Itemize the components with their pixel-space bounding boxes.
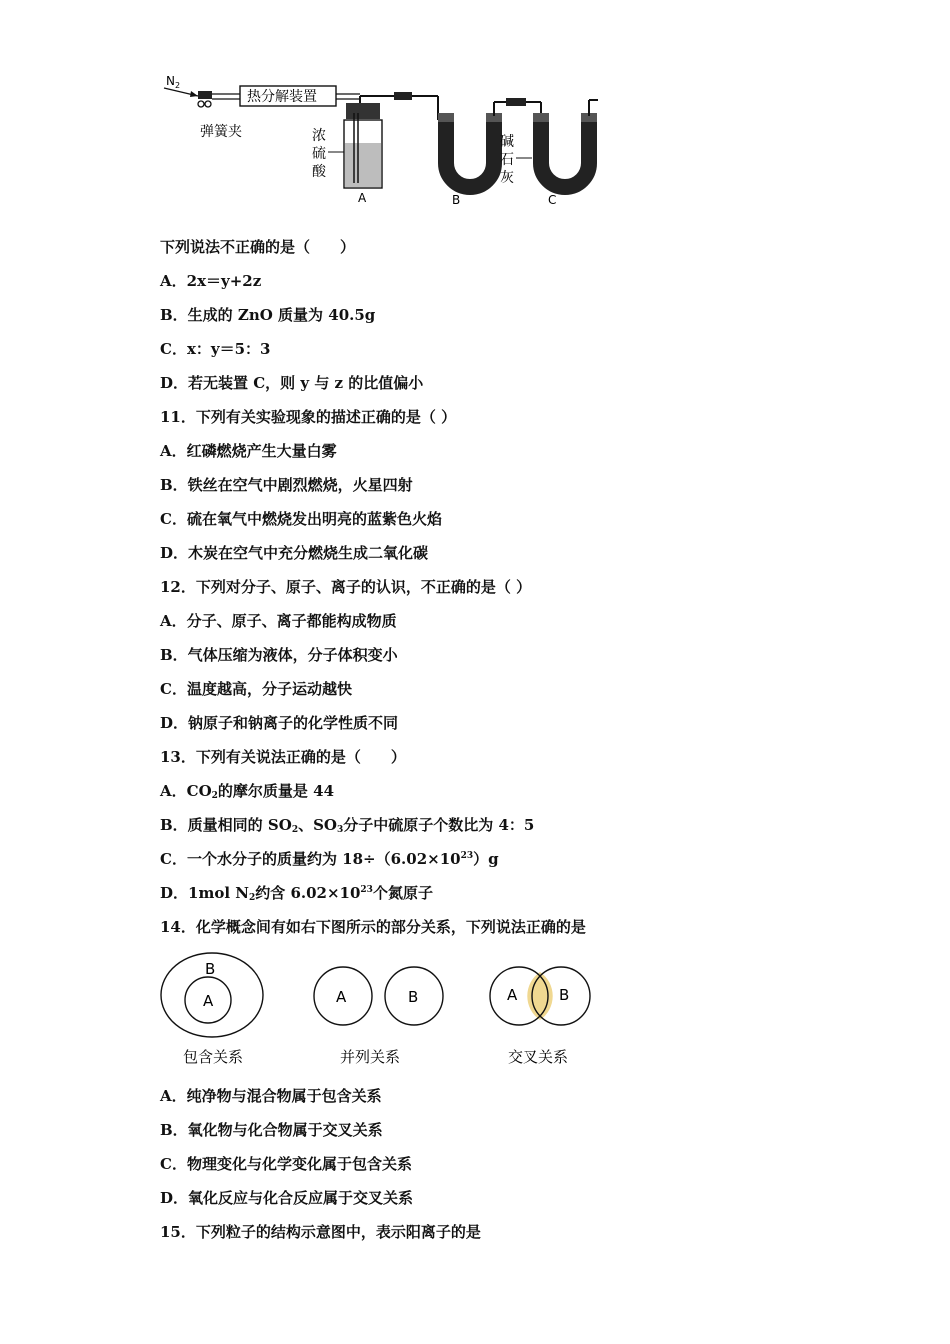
label-a: A xyxy=(358,191,367,205)
cross-label-b: B xyxy=(559,986,570,1004)
apparatus-diagram xyxy=(160,68,610,213)
conc-acid-label-3: 酸 xyxy=(312,164,326,180)
q14-option-d: D．氧化反应与化合反应属于交叉关系 xyxy=(160,1189,414,1207)
q12-option-c: C．温度越高，分子运动越快 xyxy=(160,680,352,698)
q12-stem: 12．下列对分子、原子、离子的认识，不正确的是（ ） xyxy=(160,578,532,596)
q13-option-d: D．1mol $N_2$约含 $6.02\times 10^{23}$个氮原子 xyxy=(160,884,433,903)
cross-label-a: A xyxy=(507,986,518,1004)
soda-lime-label-3: 灰 xyxy=(500,170,514,186)
q12-option-b: B．气体压缩为液体，分子体积变小 xyxy=(160,646,398,664)
device-label: 热分解装置 xyxy=(247,89,317,105)
parallel-label-b: B xyxy=(408,988,419,1006)
q14-stem: 14．化学概念间有如右下图所示的部分关系，下列说法正确的是 xyxy=(160,918,586,936)
q11-option-b: B．铁丝在空气中剧烈燃烧，火星四射 xyxy=(160,476,413,494)
cross-relation xyxy=(490,967,590,1066)
conc-acid-label-2: 硫 xyxy=(312,146,326,162)
q11-option-c: C．硫在氧气中燃烧发出明亮的蓝紫色火焰 xyxy=(160,510,442,528)
q13-option-b: B．质量相同的 $SO_2$、$SO_3$分子中硫原子个数比为 4：5 xyxy=(160,816,535,835)
q11-stem: 11．下列有关实验现象的描述正确的是（ ） xyxy=(160,408,457,426)
spring-clip-icon xyxy=(198,91,212,107)
q13-option-a: A．$CO_2$的摩尔质量是 44 xyxy=(160,782,335,801)
soda-lime-label-1: 碱 xyxy=(500,134,514,150)
u-tube-b xyxy=(438,113,502,187)
n2-label: $N_2$ xyxy=(166,74,181,90)
q10-option-a: A．2x＝y+2z xyxy=(160,272,262,290)
q14-option-c: C．物理变化与化学变化属于包含关系 xyxy=(160,1155,412,1173)
containment-label-b: B xyxy=(205,960,216,978)
q14-option-b: B．氧化物与化合物属于交叉关系 xyxy=(160,1121,383,1139)
parallel-label-a: A xyxy=(336,988,347,1006)
q10-option-b: B．生成的 ZnO 质量为 40.5g xyxy=(160,306,376,324)
parallel-caption: 并列关系 xyxy=(340,1048,401,1066)
label-c: C xyxy=(548,193,557,207)
q11-option-d: D．木炭在空气中充分燃烧生成二氧化碳 xyxy=(160,544,429,562)
containment-label-a: A xyxy=(203,992,214,1010)
q12-option-d: D．钠原子和钠离子的化学性质不同 xyxy=(160,714,399,732)
u-tube-c xyxy=(533,113,597,187)
cross-caption: 交叉关系 xyxy=(508,1048,569,1066)
relationship-diagram xyxy=(150,950,610,1075)
bottle-a xyxy=(344,103,382,188)
q10-stem: 下列说法不正确的是（ ） xyxy=(160,238,356,256)
q12-option-a: A．分子、原子、离子都能构成物质 xyxy=(160,612,397,630)
soda-lime-label-2: 石 xyxy=(500,152,514,168)
q10-option-c: C．x：y＝5：3 xyxy=(160,340,271,358)
spring-clip-label: 弹簧夹 xyxy=(200,124,242,140)
q11-option-a: A．红磷燃烧产生大量白雾 xyxy=(160,442,337,460)
q10-option-d: D．若无装置 C，则 y 与 z 的比值偏小 xyxy=(160,374,424,392)
parallel-relation xyxy=(314,967,443,1066)
q15-stem: 15．下列粒子的结构示意图中，表示阳离子的是 xyxy=(160,1223,481,1241)
label-b: B xyxy=(452,193,461,207)
conc-acid-label-1: 浓 xyxy=(312,128,326,144)
q14-option-a: A．纯净物与混合物属于包含关系 xyxy=(160,1087,382,1105)
containment-relation xyxy=(161,953,263,1066)
q13-option-c: C．一个水分子的质量约为 $18\div(6.02\times 10^{23})g$ xyxy=(160,850,499,868)
containment-caption: 包含关系 xyxy=(183,1048,244,1066)
q13-stem: 13．下列有关说法正确的是（ ） xyxy=(160,748,406,766)
